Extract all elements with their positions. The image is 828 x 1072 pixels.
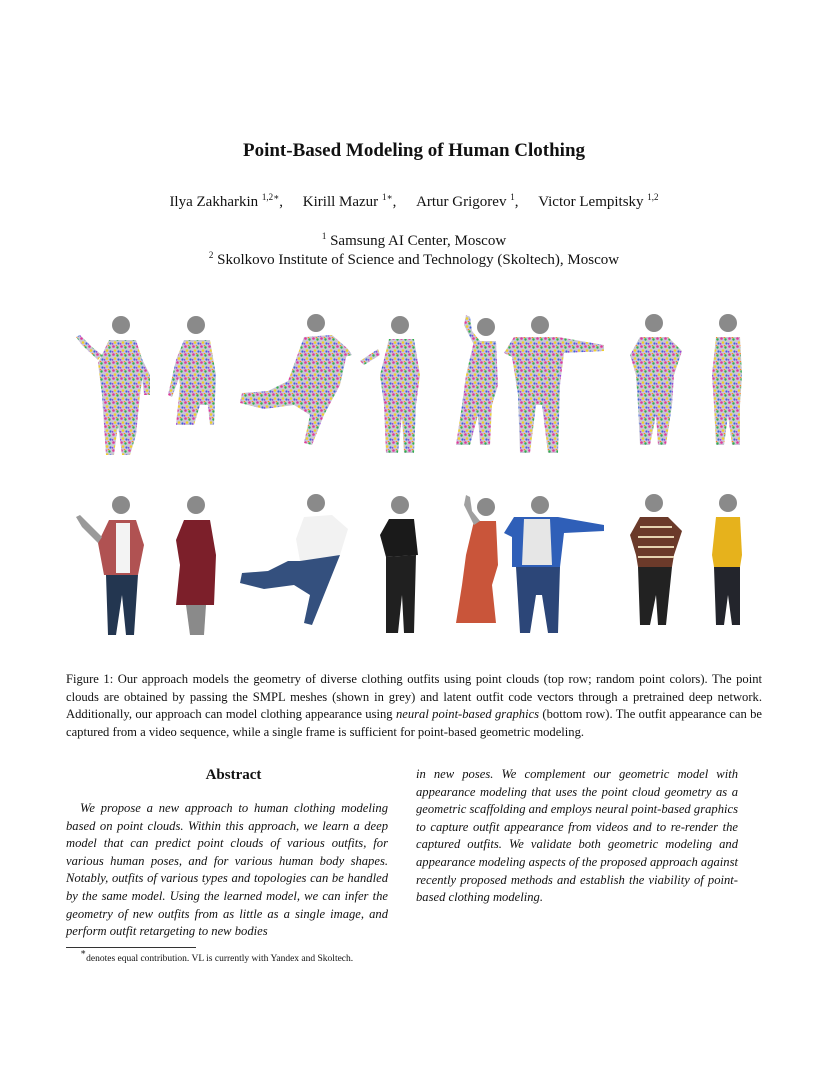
footnote-mark: ∗ bbox=[80, 947, 87, 957]
footnote bbox=[66, 947, 426, 964]
abstract-text-right: in new poses. We complement our geometric model with appearance modeling that uses the point cloud geometry as a geometric scaffolding and employs neural point-based graphics to capture outfit appearance from videos and to re-render the captured outfits. We validate both geometric modeling and appearance modeling aspects of the proposed approach against recently proposed methods and establish the viability of point-based clothing modeling. bbox=[416, 767, 738, 905]
author-list bbox=[0, 194, 828, 211]
author-2-marks: 1∗ bbox=[381, 192, 393, 202]
affiliation-2-mark: 2 bbox=[208, 250, 214, 260]
author-2: Kirill Mazur $^{1∗}$, bbox=[302, 192, 397, 210]
caption-italic-term: neural point-based graphics bbox=[395, 707, 540, 722]
affiliation-2 bbox=[0, 252, 828, 269]
author-2-name: Kirill Mazur bbox=[302, 194, 379, 210]
footnote-text: denotes equal contribution. VL is currently with Yandex and Skoltech. bbox=[86, 954, 354, 964]
affiliation-1 bbox=[0, 233, 828, 250]
top-row-point-clouds bbox=[76, 314, 742, 455]
paper-title: Point-Based Modeling of Human Clothing bbox=[242, 140, 586, 161]
affiliation-1-mark: 1 bbox=[321, 231, 327, 241]
abstract-text-left: We propose a new approach to human clothing modeling based on point clouds. Within this approach, we learn a deep model that can predict point clouds of various outfits, for various human poses, and for various human body shapes. Notably, outfits of various types and topologies can be handled by the same model. Using the learned model, we can infer the geometry of new outfits from as little as a single image, and perform outfit retargeting to new bodies bbox=[66, 801, 388, 939]
figure-1-image bbox=[64, 305, 764, 650]
author-4 bbox=[538, 194, 658, 210]
author-3-name: Artur Grigorev bbox=[416, 194, 507, 210]
affiliation-1-text: Samsung AI Center, Moscow bbox=[330, 233, 507, 249]
bottom-row-appearance bbox=[76, 494, 742, 635]
figure-caption bbox=[66, 671, 762, 741]
author-3: Artur Grigorev $^1$, bbox=[416, 192, 519, 210]
abstract-heading: Abstract bbox=[205, 767, 262, 783]
author-4-marks: 1,2 bbox=[647, 192, 659, 202]
author-3-marks: 1 bbox=[510, 192, 515, 202]
caption-text-2: (bottom row). The outfit appearance can be captured from a video sequence, while a single frame is sufficient for point-based geometric modeling. bbox=[66, 707, 762, 739]
affiliation-2-text: Skolkovo Institute of Science and Technology (Skoltech), Moscow bbox=[217, 252, 620, 268]
author-1: Ilya Zakharkin $^{1,2∗}$, bbox=[169, 192, 284, 210]
author-1-marks: 1,2∗ bbox=[261, 192, 280, 202]
author-4-name: Victor Lempitsky bbox=[538, 194, 644, 210]
author-1-name: Ilya Zakharkin bbox=[169, 194, 259, 210]
caption-text-1: Figure 1: Our approach models the geometry of diverse clothing outfits using point clouds (top row; random point colors). The point clouds are obtained by passing the SMPL meshes (shown in grey) and latent outfit code vectors through a pretrained deep network. Additionally, our approach can model clothing appearance using bbox=[66, 672, 762, 722]
